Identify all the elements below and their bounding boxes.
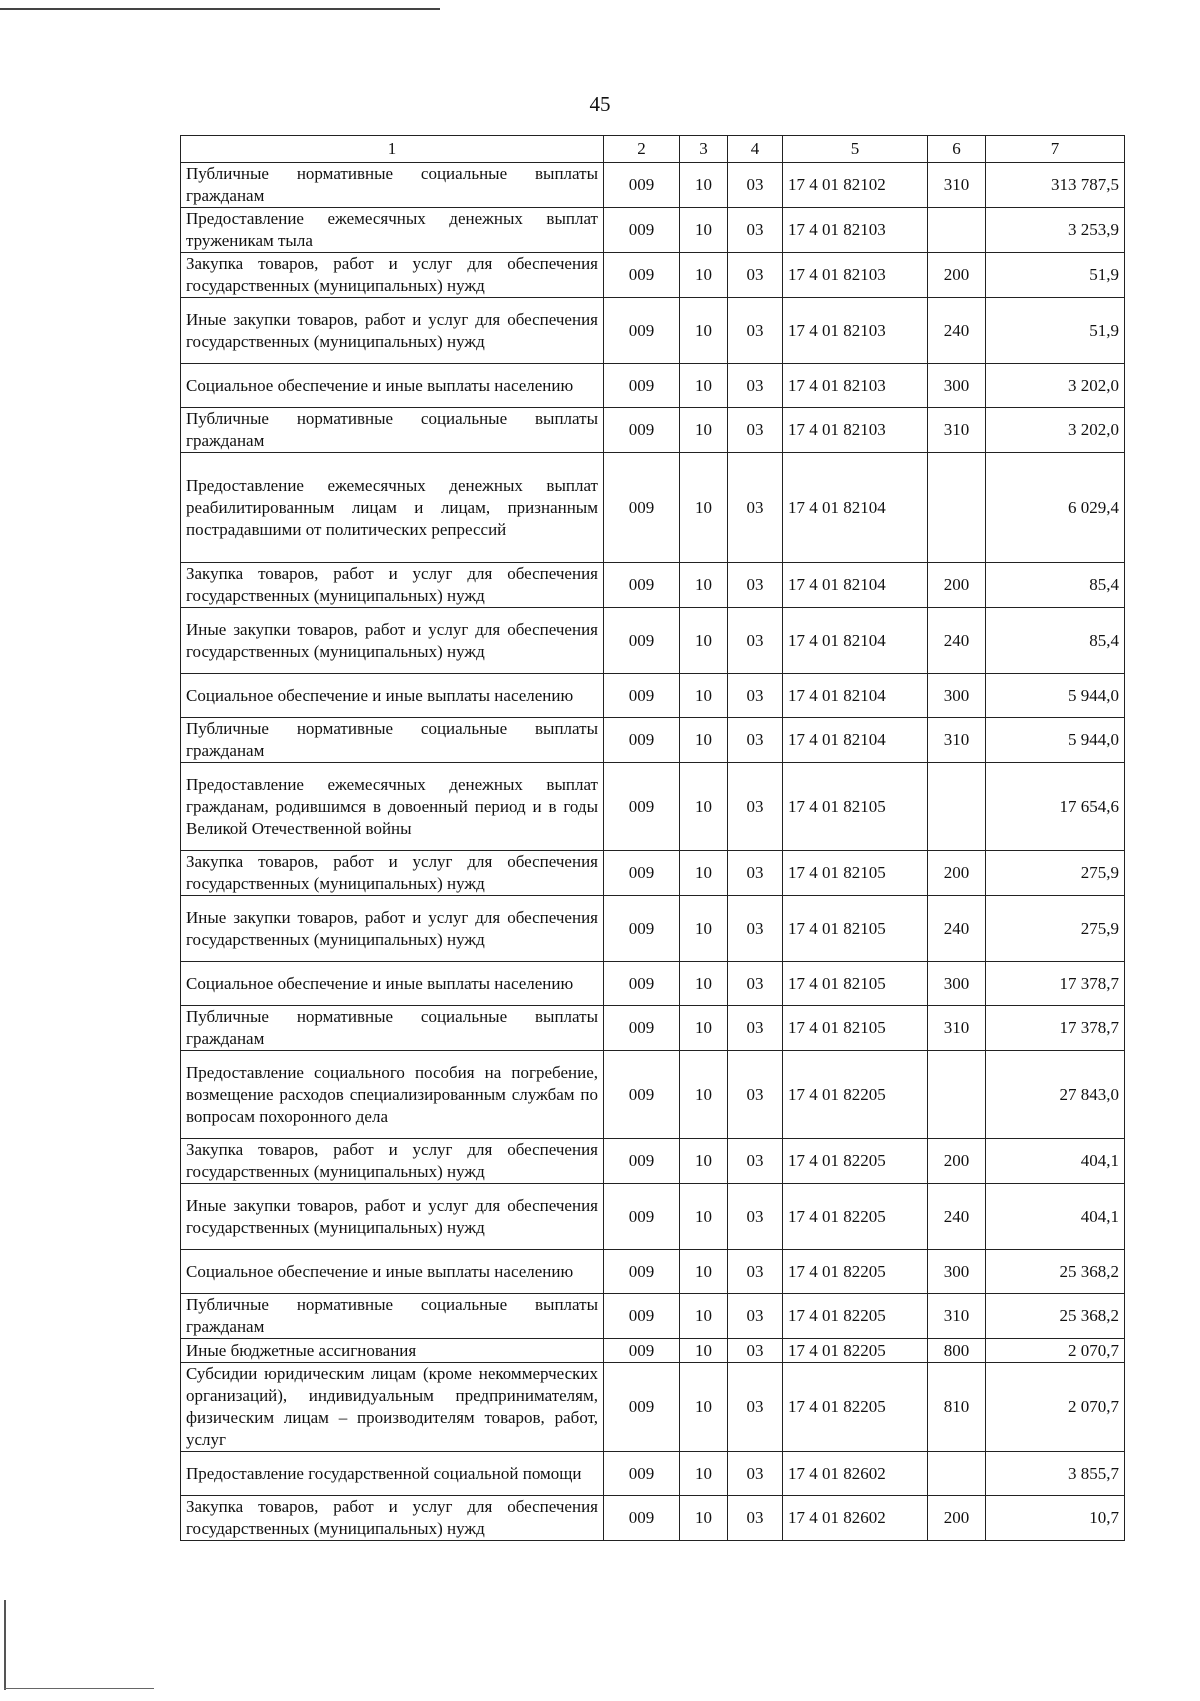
ministry-code-cell: 009 [604,408,680,453]
row-name-cell: Иные закупки товаров, работ и услуг для обеспечения государственных (муниципальных) нужд [181,608,604,674]
row-name-cell: Предоставление государственной социальной помощи [181,1452,604,1496]
target-article-cell: 17 4 01 82103 [783,408,928,453]
row-name-cell: Публичные нормативные социальные выплаты гражданам [181,163,604,208]
amount-cell: 3 253,9 [986,208,1125,253]
section-code-cell: 10 [680,563,728,608]
budget-allocation-table [180,135,1125,1541]
subsection-code-cell: 03 [728,298,783,364]
scan-left-edge-line [4,1600,6,1690]
ministry-code-cell: 009 [604,674,680,718]
subsection-code-cell: 03 [728,453,783,563]
amount-cell: 5 944,0 [986,674,1125,718]
subsection-code-cell: 03 [728,408,783,453]
expense-type-cell: 300 [928,674,986,718]
table-row [181,608,1125,674]
amount-cell: 17 654,6 [986,763,1125,851]
ministry-code-cell: 009 [604,364,680,408]
ministry-code-cell: 009 [604,453,680,563]
expense-type-cell: 800 [928,1339,986,1363]
expense-type-cell: 200 [928,253,986,298]
target-article-cell: 17 4 01 82205 [783,1250,928,1294]
scan-bottom-edge-line [4,1688,154,1689]
subsection-code-cell: 03 [728,1006,783,1051]
ministry-code-cell: 009 [604,298,680,364]
subsection-code-cell: 03 [728,563,783,608]
table-row [181,298,1125,364]
subsection-code-cell: 03 [728,208,783,253]
target-article-cell: 17 4 01 82602 [783,1452,928,1496]
target-article-cell: 17 4 01 82205 [783,1363,928,1452]
row-name-cell: Иные закупки товаров, работ и услуг для обеспечения государственных (муниципальных) нужд [181,1184,604,1250]
target-article-cell: 17 4 01 82205 [783,1139,928,1184]
row-name-cell: Иные бюджетные ассигнования [181,1339,604,1363]
target-article-cell: 17 4 01 82105 [783,1006,928,1051]
target-article-cell: 17 4 01 82602 [783,1496,928,1541]
target-article-cell: 17 4 01 82104 [783,563,928,608]
row-name-cell: Социальное обеспечение и иные выплаты населению [181,1250,604,1294]
row-name-cell: Субсидии юридическим лицам (кроме некоммерческих организаций), индивидуальным предпринимателям, физическим лицам – производителям товаров, работ, услуг [181,1363,604,1452]
section-code-cell: 10 [680,718,728,763]
column-header-3: 3 [680,136,728,163]
section-code-cell: 10 [680,1294,728,1339]
section-code-cell: 10 [680,1006,728,1051]
section-code-cell: 10 [680,763,728,851]
section-code-cell: 10 [680,608,728,674]
expense-type-cell [928,1051,986,1139]
amount-cell: 2 070,7 [986,1339,1125,1363]
target-article-cell: 17 4 01 82205 [783,1294,928,1339]
ministry-code-cell: 009 [604,718,680,763]
subsection-code-cell: 03 [728,608,783,674]
column-header-4: 4 [728,136,783,163]
ministry-code-cell: 009 [604,1184,680,1250]
expense-type-cell: 240 [928,896,986,962]
table-body [181,163,1125,1541]
amount-cell: 51,9 [986,298,1125,364]
section-code-cell: 10 [680,1250,728,1294]
expense-type-cell: 300 [928,364,986,408]
subsection-code-cell: 03 [728,851,783,896]
page-number: 45 [589,92,611,116]
section-code-cell: 10 [680,453,728,563]
header-row [181,136,1125,163]
target-article-cell: 17 4 01 82104 [783,453,928,563]
amount-cell: 5 944,0 [986,718,1125,763]
amount-cell: 17 378,7 [986,962,1125,1006]
target-article-cell: 17 4 01 82103 [783,364,928,408]
ministry-code-cell: 009 [604,962,680,1006]
expense-type-cell: 240 [928,1184,986,1250]
subsection-code-cell: 03 [728,1184,783,1250]
ministry-code-cell: 009 [604,1139,680,1184]
ministry-code-cell: 009 [604,163,680,208]
section-code-cell: 10 [680,364,728,408]
expense-type-cell: 300 [928,1250,986,1294]
section-code-cell: 10 [680,851,728,896]
amount-cell: 27 843,0 [986,1051,1125,1139]
amount-cell: 6 029,4 [986,453,1125,563]
table-row [181,163,1125,208]
target-article-cell: 17 4 01 82104 [783,674,928,718]
table-row [181,1051,1125,1139]
ministry-code-cell: 009 [604,208,680,253]
amount-cell: 2 070,7 [986,1363,1125,1452]
expense-type-cell: 310 [928,718,986,763]
ministry-code-cell: 009 [604,253,680,298]
subsection-code-cell: 03 [728,1496,783,1541]
expense-type-cell: 240 [928,608,986,674]
row-name-cell: Публичные нормативные социальные выплаты гражданам [181,408,604,453]
target-article-cell: 17 4 01 82205 [783,1184,928,1250]
row-name-cell: Социальное обеспечение и иные выплаты населению [181,364,604,408]
table-row [181,1006,1125,1051]
table-row [181,1452,1125,1496]
ministry-code-cell: 009 [604,763,680,851]
table-row [181,1339,1125,1363]
expense-type-cell: 310 [928,1294,986,1339]
row-name-cell: Закупка товаров, работ и услуг для обеспечения государственных (муниципальных) нужд [181,253,604,298]
amount-cell: 275,9 [986,896,1125,962]
amount-cell: 10,7 [986,1496,1125,1541]
expense-type-cell: 310 [928,408,986,453]
ministry-code-cell: 009 [604,1294,680,1339]
row-name-cell: Социальное обеспечение и иные выплаты населению [181,962,604,1006]
table-row [181,896,1125,962]
row-name-cell: Публичные нормативные социальные выплаты гражданам [181,1006,604,1051]
amount-cell: 85,4 [986,563,1125,608]
expense-type-cell: 300 [928,962,986,1006]
expense-type-cell: 200 [928,563,986,608]
row-name-cell: Иные закупки товаров, работ и услуг для обеспечения государственных (муниципальных) нужд [181,896,604,962]
amount-cell: 17 378,7 [986,1006,1125,1051]
section-code-cell: 10 [680,1339,728,1363]
section-code-cell: 10 [680,1139,728,1184]
subsection-code-cell: 03 [728,1452,783,1496]
section-code-cell: 10 [680,208,728,253]
subsection-code-cell: 03 [728,896,783,962]
scan-top-edge-line [0,8,440,10]
target-article-cell: 17 4 01 82205 [783,1051,928,1139]
amount-cell: 275,9 [986,851,1125,896]
section-code-cell: 10 [680,253,728,298]
table-row [181,453,1125,563]
expense-type-cell: 810 [928,1363,986,1452]
column-header-5: 5 [783,136,928,163]
amount-cell: 313 787,5 [986,163,1125,208]
target-article-cell: 17 4 01 82105 [783,851,928,896]
row-name-cell: Закупка товаров, работ и услуг для обеспечения государственных (муниципальных) нужд [181,851,604,896]
subsection-code-cell: 03 [728,163,783,208]
row-name-cell: Закупка товаров, работ и услуг для обеспечения государственных (муниципальных) нужд [181,563,604,608]
expense-type-cell: 310 [928,1006,986,1051]
table-row [181,364,1125,408]
ministry-code-cell: 009 [604,1250,680,1294]
expense-type-cell [928,763,986,851]
section-code-cell: 10 [680,1452,728,1496]
subsection-code-cell: 03 [728,1051,783,1139]
expense-type-cell: 200 [928,1139,986,1184]
section-code-cell: 10 [680,163,728,208]
row-name-cell: Предоставление ежемесячных денежных выплат труженикам тыла [181,208,604,253]
subsection-code-cell: 03 [728,962,783,1006]
subsection-code-cell: 03 [728,253,783,298]
column-header-1: 1 [181,136,604,163]
table-row [181,408,1125,453]
table-row [181,208,1125,253]
target-article-cell: 17 4 01 82102 [783,163,928,208]
amount-cell: 51,9 [986,253,1125,298]
expense-type-cell: 240 [928,298,986,364]
amount-cell: 25 368,2 [986,1250,1125,1294]
row-name-cell: Публичные нормативные социальные выплаты гражданам [181,1294,604,1339]
table-row [181,718,1125,763]
table-row [181,962,1125,1006]
ministry-code-cell: 009 [604,1051,680,1139]
row-name-cell: Публичные нормативные социальные выплаты гражданам [181,718,604,763]
table-row [181,674,1125,718]
section-code-cell: 10 [680,674,728,718]
table-row [181,1184,1125,1250]
expense-type-cell [928,1452,986,1496]
section-code-cell: 10 [680,1051,728,1139]
column-header-6: 6 [928,136,986,163]
section-code-cell: 10 [680,298,728,364]
column-header-7: 7 [986,136,1125,163]
table-row [181,1496,1125,1541]
table-row [181,563,1125,608]
subsection-code-cell: 03 [728,1339,783,1363]
ministry-code-cell: 009 [604,1496,680,1541]
target-article-cell: 17 4 01 82103 [783,253,928,298]
row-name-cell: Предоставление ежемесячных денежных выплат гражданам, родившимся в довоенный период и в годы Великой Отечественной войны [181,763,604,851]
row-name-cell: Закупка товаров, работ и услуг для обеспечения государственных (муниципальных) нужд [181,1496,604,1541]
table-row [181,1294,1125,1339]
table-row [181,851,1125,896]
section-code-cell: 10 [680,896,728,962]
table-row [181,1363,1125,1452]
target-article-cell: 17 4 01 82205 [783,1339,928,1363]
amount-cell: 3 855,7 [986,1452,1125,1496]
section-code-cell: 10 [680,1363,728,1452]
expense-type-cell [928,208,986,253]
subsection-code-cell: 03 [728,364,783,408]
amount-cell: 25 368,2 [986,1294,1125,1339]
table-row [181,1250,1125,1294]
row-name-cell: Социальное обеспечение и иные выплаты населению [181,674,604,718]
ministry-code-cell: 009 [604,851,680,896]
amount-cell: 404,1 [986,1184,1125,1250]
section-code-cell: 10 [680,962,728,1006]
ministry-code-cell: 009 [604,1363,680,1452]
ministry-code-cell: 009 [604,1006,680,1051]
target-article-cell: 17 4 01 82104 [783,608,928,674]
section-code-cell: 10 [680,408,728,453]
amount-cell: 85,4 [986,608,1125,674]
subsection-code-cell: 03 [728,1139,783,1184]
row-name-cell: Предоставление ежемесячных денежных выплат реабилитированным лицам и лицам, признанным пострадавшими от политических репрессий [181,453,604,563]
section-code-cell: 10 [680,1496,728,1541]
target-article-cell: 17 4 01 82103 [783,208,928,253]
ministry-code-cell: 009 [604,1339,680,1363]
row-name-cell: Предоставление социального пособия на погребение, возмещение расходов специализированным службам по вопросам похоронного дела [181,1051,604,1139]
ministry-code-cell: 009 [604,1452,680,1496]
ministry-code-cell: 009 [604,896,680,962]
ministry-code-cell: 009 [604,563,680,608]
amount-cell: 3 202,0 [986,364,1125,408]
target-article-cell: 17 4 01 82103 [783,298,928,364]
target-article-cell: 17 4 01 82105 [783,763,928,851]
table-row [181,1139,1125,1184]
column-header-2: 2 [604,136,680,163]
subsection-code-cell: 03 [728,674,783,718]
target-article-cell: 17 4 01 82105 [783,962,928,1006]
subsection-code-cell: 03 [728,1250,783,1294]
expense-type-cell: 310 [928,163,986,208]
target-article-cell: 17 4 01 82104 [783,718,928,763]
subsection-code-cell: 03 [728,718,783,763]
amount-cell: 3 202,0 [986,408,1125,453]
subsection-code-cell: 03 [728,763,783,851]
amount-cell: 404,1 [986,1139,1125,1184]
expense-type-cell: 200 [928,851,986,896]
table-row [181,253,1125,298]
row-name-cell: Иные закупки товаров, работ и услуг для обеспечения государственных (муниципальных) нужд [181,298,604,364]
target-article-cell: 17 4 01 82105 [783,896,928,962]
section-code-cell: 10 [680,1184,728,1250]
subsection-code-cell: 03 [728,1294,783,1339]
expense-type-cell: 200 [928,1496,986,1541]
ministry-code-cell: 009 [604,608,680,674]
expense-type-cell [928,453,986,563]
row-name-cell: Закупка товаров, работ и услуг для обеспечения государственных (муниципальных) нужд [181,1139,604,1184]
table-row [181,763,1125,851]
subsection-code-cell: 03 [728,1363,783,1452]
